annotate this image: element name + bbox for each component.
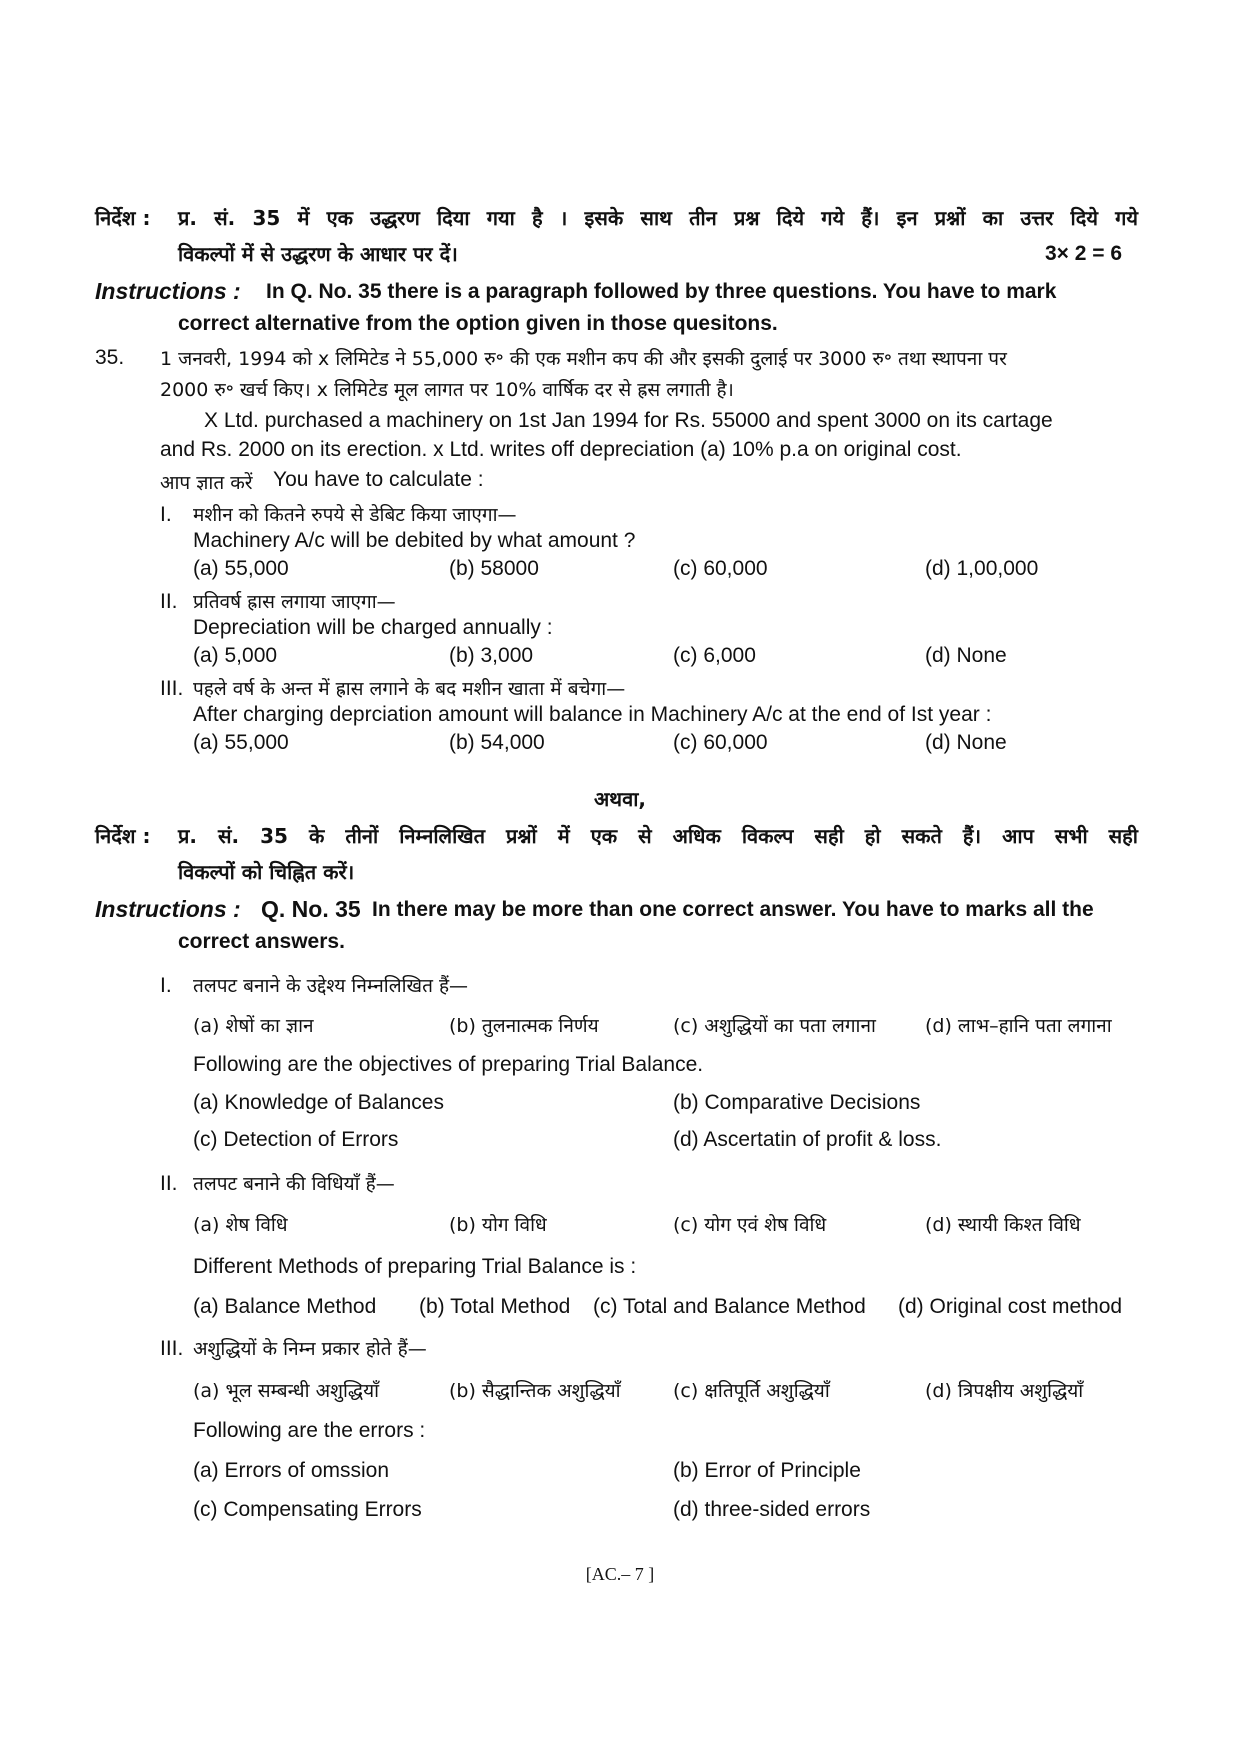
- question-number: 35.: [95, 346, 125, 369]
- subquestion-english: Depreciation will be charged annually :: [193, 616, 553, 639]
- instructions-label-1: Instructions :: [95, 278, 241, 304]
- nirdesh-text-1a: प्र. सं. 35 में एक उद्धरण दिया गया है । इसके साथ तीन प्रश्न दिये गये हैं। इन प्रश्नों का उत्तर दिये गये: [178, 206, 1138, 230]
- english-option-d: (d) three-sided errors: [673, 1498, 871, 1521]
- hindi-option-b: (b) योग विधि: [449, 1214, 547, 1236]
- subquestion-hindi: पहले वर्ष के अन्त में ह्रास लगाने के बद मशीन खाता में बचेगा—: [193, 678, 626, 700]
- hindi-option-d: (d) स्थायी किश्त विधि: [925, 1214, 1081, 1236]
- option-c: (c) 60,000: [673, 557, 768, 580]
- english-option-a: (a) Balance Method: [193, 1295, 377, 1318]
- english-option-d: (d) Original cost method: [898, 1295, 1123, 1318]
- hindi-option-d: (d) लाभ–हानि पता लगाना: [925, 1015, 1112, 1037]
- subquestion-number: II.: [160, 590, 178, 613]
- english-option-a: (a) Errors of omssion: [193, 1459, 390, 1482]
- instructions-text-2a: In there may be more than one correct answer. You have to marks all the: [372, 898, 1094, 921]
- subquestion-hindi: मशीन को कितने रुपये से डेबिट किया जाएगा—: [193, 504, 517, 526]
- option-b: (b) 3,000: [449, 644, 534, 667]
- option-a: (a) 55,000: [193, 731, 289, 754]
- subquestion-hindi: तलपट बनाने की विधियाँ हैं—: [193, 1173, 395, 1195]
- hindi-option-a: (a) शेष विधि: [193, 1214, 288, 1236]
- hindi-option-d: (d) त्रिपक्षीय अशुद्धियाँ: [925, 1380, 1084, 1402]
- option-a: (a) 5,000: [193, 644, 278, 667]
- hindi-option-a: (a) भूल सम्बन्धी अशुद्धियाँ: [193, 1380, 380, 1402]
- subquestion-english: After charging deprciation amount will balance in Machinery A/c at the end of Ist year :: [193, 703, 992, 726]
- calculate-hindi: आप ज्ञात करें: [160, 472, 253, 494]
- paragraph-english-1: X Ltd. purchased a machinery on 1st Jan 1994 for Rs. 55000 and spent 3000 on its cartage: [204, 409, 1053, 432]
- english-option-c: (c) Total and Balance Method: [593, 1295, 866, 1318]
- hindi-option-c: (c) क्षतिपूर्ति अशुद्धियाँ: [673, 1380, 830, 1402]
- subquestion-hindi: तलपट बनाने के उद्देश्य निम्नलिखित हैं—: [193, 975, 469, 997]
- subquestion-number: III.: [160, 677, 184, 700]
- instructions-text-1b: correct alternative from the option given in those quesitons.: [178, 312, 778, 335]
- instructions-qno-2: Q. No. 35: [261, 896, 361, 922]
- option-d: (d) None: [925, 644, 1007, 667]
- calculate-english: You have to calculate :: [273, 468, 484, 491]
- subquestion-number: I.: [160, 503, 172, 526]
- english-option-b: (b) Error of Principle: [673, 1459, 861, 1482]
- paragraph-hindi-1: 1 जनवरी, 1994 को x लिमिटेड ने 55,000 रु॰ की एक मशीन कप की और इसकी दुलाई पर 3000 रु॰ तथा स्थापना पर: [160, 348, 1007, 370]
- subquestion-hindi: अशुद्धियों के निम्न प्रकार होते हैं—: [193, 1338, 427, 1360]
- subquestion-english: Following are the objectives of preparing Trial Balance.: [193, 1053, 704, 1076]
- paragraph-hindi-2: 2000 रु॰ खर्च किए। x लिमिटेड मूल लागत पर 10% वार्षिक दर से ह्रस लगाती है।: [160, 379, 734, 401]
- english-option-c: (c) Detection of Errors: [193, 1128, 399, 1151]
- subquestion-english: Different Methods of preparing Trial Balance is :: [193, 1255, 637, 1278]
- nirdesh-text-2b: विकल्पों को चिह्नित करें।: [178, 860, 355, 884]
- option-b: (b) 54,000: [449, 731, 545, 754]
- option-a: (a) 55,000: [193, 557, 289, 580]
- english-option-b: (b) Total Method: [419, 1295, 571, 1318]
- nirdesh-text-1b: विकल्पों में से उद्धरण के आधार पर दें।: [178, 242, 458, 266]
- page-footer: [AC.– 7 ]: [585, 1564, 655, 1584]
- instructions-text-2b: correct answers.: [178, 930, 345, 953]
- hindi-option-c: (c) अशुद्धियों का पता लगाना: [673, 1015, 876, 1037]
- hindi-option-c: (c) योग एवं शेष विधि: [673, 1214, 827, 1236]
- english-option-d: (d) Ascertatin of profit & loss.: [673, 1128, 942, 1151]
- option-c: (c) 6,000: [673, 644, 756, 667]
- hindi-option-b: (b) तुलनात्मक निर्णय: [449, 1015, 599, 1037]
- paragraph-english-2: and Rs. 2000 on its erection. x Ltd. writes off depreciation (a) 10% p.a on original cost.: [160, 438, 962, 461]
- subquestion-number: III.: [160, 1337, 184, 1360]
- subquestion-hindi: प्रतिवर्ष ह्रास लगाया जाएगा—: [193, 591, 396, 613]
- instructions-label-2: Instructions :: [95, 896, 241, 922]
- nirdesh-text-2a: प्र. सं. 35 के तीनों निम्नलिखित प्रश्नों में एक से अधिक विकल्प सही हो सकते हैं। आप सभी सही: [178, 824, 1138, 848]
- nirdesh-label-2: निर्देश :: [95, 824, 151, 848]
- instructions-text-1a: In Q. No. 35 there is a paragraph followed by three questions. You have to mark: [266, 280, 1057, 303]
- option-c: (c) 60,000: [673, 731, 768, 754]
- nirdesh-label-1: निर्देश :: [95, 206, 151, 230]
- english-option-b: (b) Comparative Decisions: [673, 1091, 921, 1114]
- english-option-c: (c) Compensating Errors: [193, 1498, 422, 1521]
- hindi-option-a: (a) शेषों का ज्ञान: [193, 1015, 314, 1037]
- subquestion-english: Machinery A/c will be debited by what amount ?: [193, 529, 636, 552]
- option-d: (d) 1,00,000: [925, 557, 1039, 580]
- or-divider: अथवा,: [594, 787, 646, 811]
- subquestion-number: I.: [160, 974, 172, 997]
- option-b: (b) 58000: [449, 557, 539, 580]
- english-option-a: (a) Knowledge of Balances: [193, 1091, 444, 1114]
- hindi-option-b: (b) सैद्धान्तिक अशुद्धियाँ: [449, 1380, 621, 1402]
- marks-label: 3× 2 = 6: [1045, 242, 1123, 265]
- subquestion-number: II.: [160, 1172, 178, 1195]
- subquestion-english: Following are the errors :: [193, 1419, 426, 1442]
- option-d: (d) None: [925, 731, 1007, 754]
